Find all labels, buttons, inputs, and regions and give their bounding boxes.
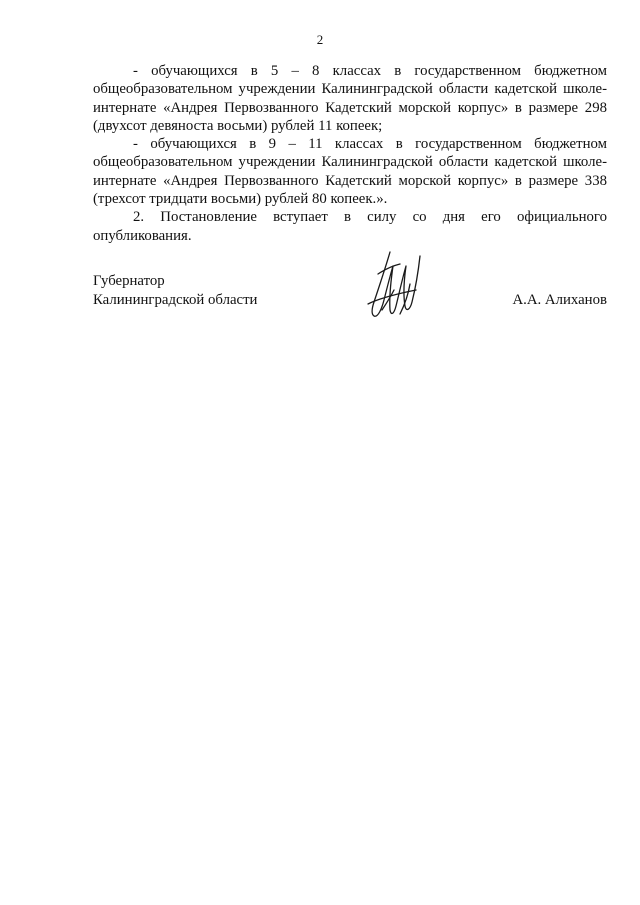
handwritten-signature: [360, 244, 430, 322]
page-number: 2: [316, 32, 324, 47]
paragraph-grades-9-11: - обучающихся в 9 – 11 классах в государственном бюджетном общеобразовательном учреждении Калининградской области кадетской школе-интернате «Андрея Первозванного Кадетский морской корпус» в размере 338 (трехсот тридцати восьми) рублей 80 копеек.».: [93, 136, 607, 208]
paragraph-entry-into-force: 2. Постановление вступает в силу со дня его официального опубликования.: [93, 209, 607, 244]
document-body: [93, 62, 607, 245]
paragraph-grades-5-8: - обучающихся в 5 – 8 классах в государственном бюджетном общеобразовательном учреждении Калининградской области кадетской школе-интернате «Андрея Первозванного Кадетский морской корпус» в размере 298 (двухсот девяноста восьми) рублей 11 копеек;: [93, 63, 607, 134]
signatory-title: Губернатор: [93, 273, 165, 289]
signatory-region: Калининградской области: [93, 291, 258, 308]
signatory-position: [93, 272, 257, 309]
signatory-name: А.А. Алиханов: [512, 292, 607, 308]
